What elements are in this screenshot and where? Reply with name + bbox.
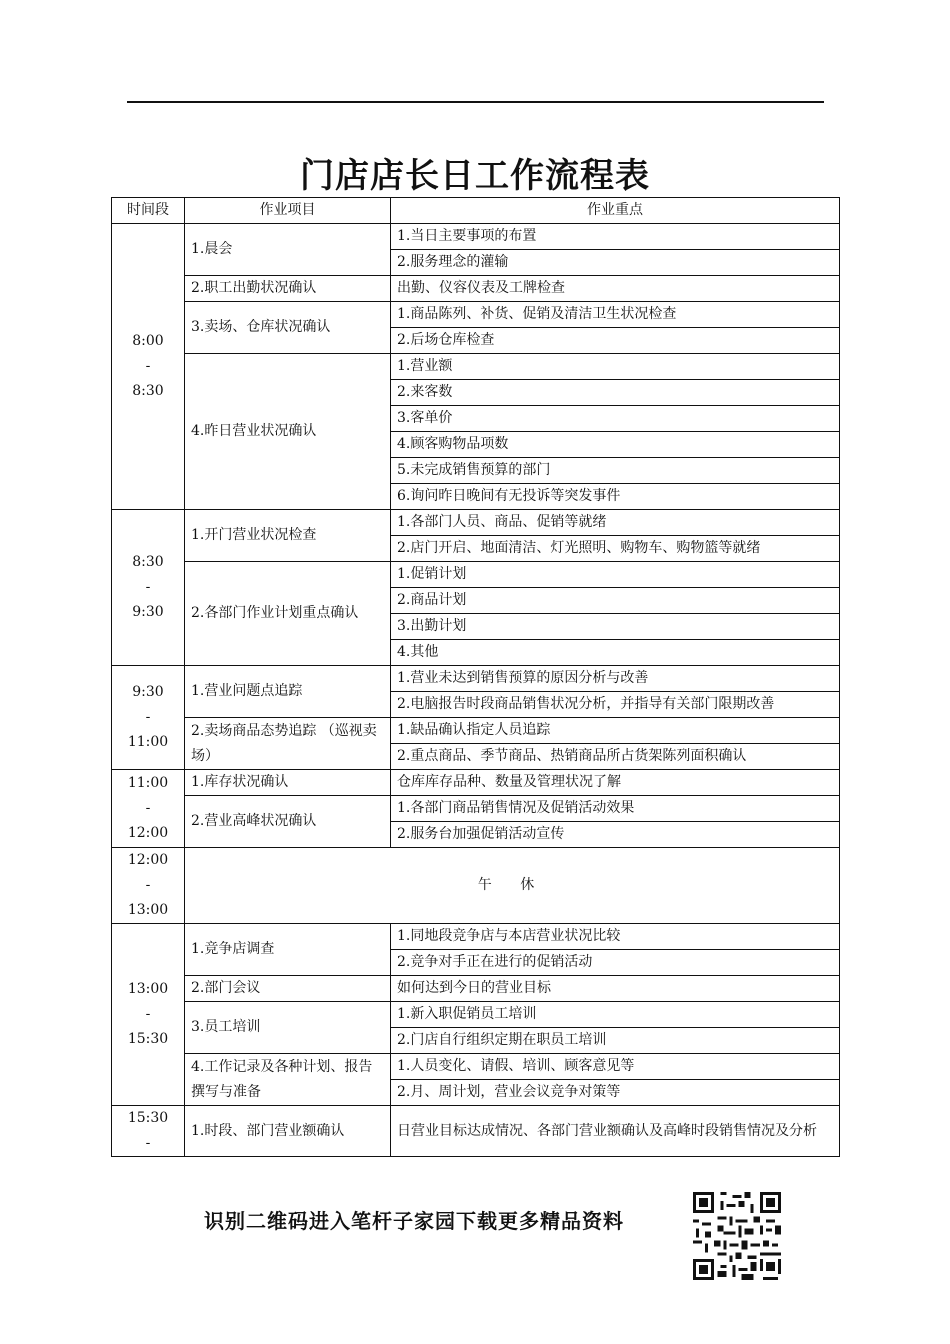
time-slot — [112, 224, 185, 510]
work-item: 1.竞争店调查 — [185, 924, 391, 976]
work-focus: 日营业目标达成情况、各部门营业额确认及高峰时段销售情况及分析 — [391, 1106, 840, 1157]
time-slot-line: 11:00 — [127, 775, 169, 791]
work-focus: 1.营业未达到销售预算的原因分析与改善 — [391, 666, 840, 692]
header-time: 时间段 — [112, 198, 185, 224]
work-item: 2.各部门作业计划重点确认 — [185, 562, 391, 666]
work-focus: 1.促销计划 — [391, 562, 840, 588]
footer-text: 识别二维码进入笔杆子家园下载更多精品资料 — [204, 1209, 624, 1233]
time-slot-line: 13:00 — [127, 902, 169, 918]
time-slot-line: 8:00 — [132, 333, 164, 349]
work-focus: 2.后场仓库检查 — [391, 328, 840, 354]
work-focus: 1.营业额 — [391, 354, 840, 380]
table-row — [112, 302, 840, 328]
work-focus: 1.各部门人员、商品、促销等就绪 — [391, 510, 840, 536]
time-slot-line: - — [145, 877, 151, 893]
lunch-break-cell: 午 休 — [185, 848, 840, 924]
time-slot-line: 9:30 — [132, 684, 164, 700]
table-row — [112, 1106, 840, 1157]
schedule-table — [111, 197, 840, 1157]
work-focus: 2.来客数 — [391, 380, 840, 406]
time-slot-line: 12:00 — [127, 825, 169, 841]
table-row — [112, 510, 840, 536]
work-item: 2.职工出勤状况确认 — [185, 276, 391, 302]
time-slot — [112, 848, 185, 924]
table-row — [112, 224, 840, 250]
time-slot-line: - — [145, 1135, 151, 1151]
time-slot-line: 9:30 — [132, 604, 164, 620]
work-focus: 1.当日主要事项的布置 — [391, 224, 840, 250]
table-row — [112, 1054, 840, 1080]
work-item: 2.卖场商品态势追踪 （巡视卖场） — [185, 718, 391, 770]
work-focus: 仓库库存品种、数量及管理状况了解 — [391, 770, 840, 796]
work-focus: 3.出勤计划 — [391, 614, 840, 640]
work-focus: 5.未完成销售预算的部门 — [391, 458, 840, 484]
time-slot-line: 8:30 — [132, 383, 164, 399]
table-row — [112, 276, 840, 302]
qr-code-icon — [693, 1192, 781, 1280]
header-point: 作业重点 — [391, 198, 840, 224]
work-focus: 2.重点商品、季节商品、热销商品所占货架陈列面积确认 — [391, 744, 840, 770]
work-item: 1.营业问题点追踪 — [185, 666, 391, 718]
time-slot-line: 13:00 — [127, 981, 169, 997]
table-row — [112, 718, 840, 744]
time-slot — [112, 510, 185, 666]
time-slot-line: 8:30 — [132, 554, 164, 570]
time-slot-line: 12:00 — [127, 852, 169, 868]
work-item: 2.部门会议 — [185, 976, 391, 1002]
table-row — [112, 848, 840, 924]
time-slot — [112, 924, 185, 1106]
table-row — [112, 1002, 840, 1028]
time-slot — [112, 770, 185, 848]
work-focus: 3.客单价 — [391, 406, 840, 432]
time-slot-line: - — [145, 358, 151, 374]
work-item: 1.库存状况确认 — [185, 770, 391, 796]
work-focus: 2.服务理念的灌输 — [391, 250, 840, 276]
header-row — [112, 198, 840, 224]
time-slot-line: - — [145, 800, 151, 816]
work-focus: 2.商品计划 — [391, 588, 840, 614]
table-row — [112, 354, 840, 380]
work-item: 1.开门营业状况检查 — [185, 510, 391, 562]
table-row — [112, 666, 840, 692]
work-item: 4.昨日营业状况确认 — [185, 354, 391, 510]
work-focus: 1.缺品确认指定人员追踪 — [391, 718, 840, 744]
table-row — [112, 770, 840, 796]
time-slot-line: - — [145, 1006, 151, 1022]
work-focus: 1.人员变化、请假、培训、顾客意见等 — [391, 1054, 840, 1080]
work-focus: 2.月、周计划，营业会议竞争对策等 — [391, 1080, 840, 1106]
time-slot — [112, 666, 185, 770]
work-focus: 2.店门开启、地面清洁、灯光照明、购物车、购物篮等就绪 — [391, 536, 840, 562]
work-focus: 6.询问昨日晚间有无投诉等突发事件 — [391, 484, 840, 510]
work-focus: 4.其他 — [391, 640, 840, 666]
time-slot — [112, 1106, 185, 1157]
page-title: 门店店长日工作流程表 — [300, 156, 650, 196]
table-row — [112, 562, 840, 588]
work-focus: 1.商品陈列、补货、促销及清洁卫生状况检查 — [391, 302, 840, 328]
work-focus: 如何达到今日的营业目标 — [391, 976, 840, 1002]
work-item: 1.时段、部门营业额确认 — [185, 1106, 391, 1157]
work-focus: 1.各部门商品销售情况及促销活动效果 — [391, 796, 840, 822]
work-focus: 出勤、仪容仪表及工牌检查 — [391, 276, 840, 302]
schedule-body — [112, 224, 840, 1157]
time-slot-line: - — [145, 709, 151, 725]
table-row — [112, 924, 840, 950]
table-row — [112, 976, 840, 1002]
top-divider — [127, 101, 824, 103]
work-item: 4.工作记录及各种计划、报告撰写与准备 — [185, 1054, 391, 1106]
time-slot-line: 15:30 — [127, 1110, 169, 1126]
work-focus: 1.新入职促销员工培训 — [391, 1002, 840, 1028]
work-item: 3.卖场、仓库状况确认 — [185, 302, 391, 354]
work-item: 1.晨会 — [185, 224, 391, 276]
work-item: 3.员工培训 — [185, 1002, 391, 1054]
work-focus: 2.电脑报告时段商品销售状况分析，并指导有关部门限期改善 — [391, 692, 840, 718]
time-slot-line: - — [145, 579, 151, 595]
work-focus: 2.竞争对手正在进行的促销活动 — [391, 950, 840, 976]
header-item: 作业项目 — [185, 198, 391, 224]
work-focus: 4.顾客购物品项数 — [391, 432, 840, 458]
table-row — [112, 796, 840, 822]
work-focus: 1.同地段竞争店与本店营业状况比较 — [391, 924, 840, 950]
time-slot-line: 11:00 — [127, 734, 169, 750]
work-focus: 2.门店自行组织定期在职员工培训 — [391, 1028, 840, 1054]
work-item: 2.营业高峰状况确认 — [185, 796, 391, 848]
time-slot-line: 15:30 — [127, 1031, 169, 1047]
work-focus: 2.服务台加强促销活动宣传 — [391, 822, 840, 848]
